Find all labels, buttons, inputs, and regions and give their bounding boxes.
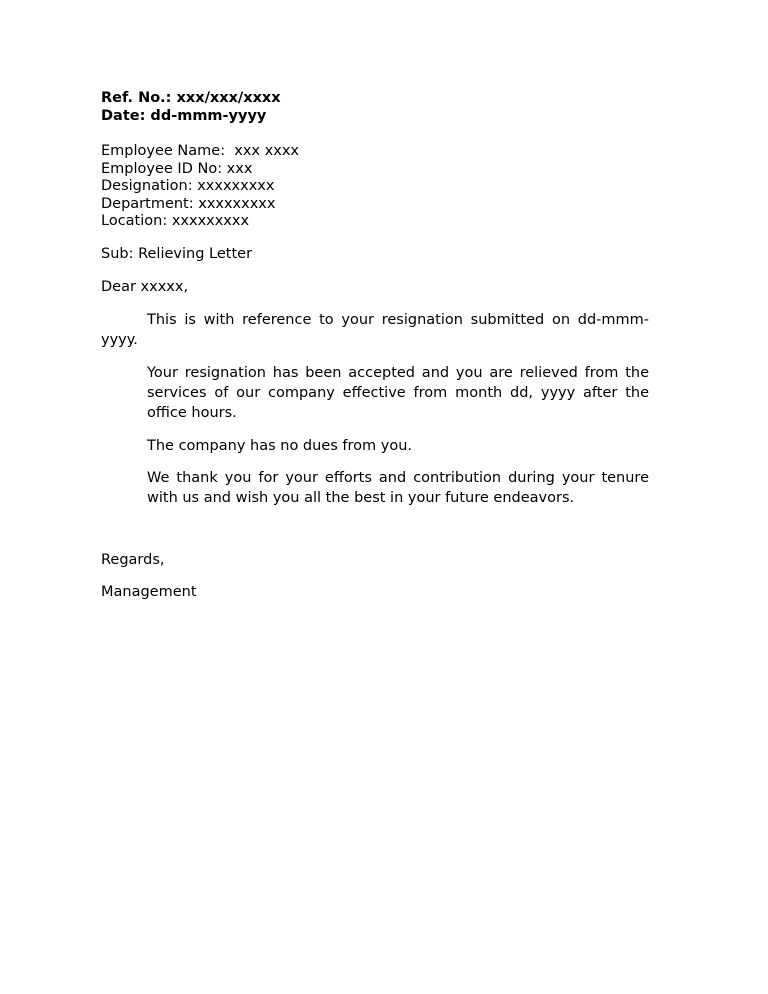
paragraph-acceptance: Your resignation has been accepted and you are relieved from the services of our company effective from month dd, yyyy after the office hours. bbox=[147, 364, 649, 421]
department: Department: xxxxxxxxx bbox=[101, 195, 276, 212]
employee-id: Employee ID No: xxx bbox=[101, 160, 253, 177]
designation: Designation: xxxxxxxxx bbox=[101, 178, 275, 194]
closing: Regards, bbox=[101, 551, 165, 568]
employee-details bbox=[101, 143, 649, 231]
reference-number: Ref. No.: xxx/xxx/xxxx bbox=[101, 90, 281, 106]
location: Location: xxxxxxxxx bbox=[101, 213, 250, 229]
paragraph-no-dues: The company has no dues from you. bbox=[147, 437, 413, 454]
employee-name: Employee Name: xxx xxxx bbox=[101, 143, 299, 159]
reference-block bbox=[101, 90, 649, 125]
letter-document bbox=[101, 90, 649, 602]
salutation: Dear xxxxx, bbox=[101, 279, 189, 295]
paragraph-thanks: We thank you for your efforts and contribution during your tenure with us and wish you all the best in your future endeavors. bbox=[147, 469, 649, 506]
paragraph-resignation-reference: This is with reference to your resignation submitted on dd-mmm-yyyy. bbox=[101, 311, 649, 348]
signature: Management bbox=[101, 584, 197, 600]
letter-date: Date: dd-mmm-yyyy bbox=[101, 107, 267, 124]
subject-line: Sub: Relieving Letter bbox=[101, 245, 253, 262]
